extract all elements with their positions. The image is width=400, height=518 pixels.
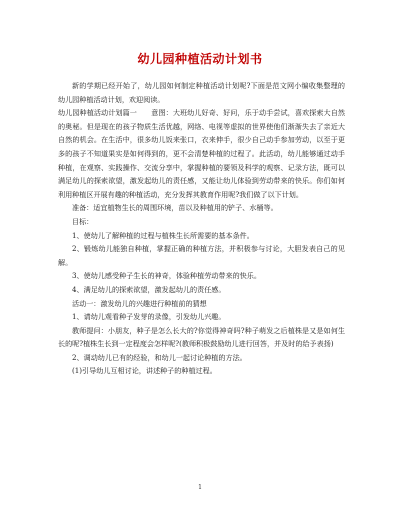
paragraph-goals-heading: 目标： (72, 216, 94, 226)
paragraph-step-2: 2、调动幼儿已有的经验，和幼儿一起讨论种植的方法。 (72, 352, 247, 362)
paragraph-goal-4: 4、满足幼儿的探索欲望，激发起幼儿的责任感。 (72, 284, 226, 294)
paragraph-goal-2: 2、锻炼幼儿能独自种植，掌握正确的种植方法，并积极参与讨论，大胆发表自己的见解。 (58, 244, 345, 267)
paragraph-plan-one: 幼儿园种植活动计划篇一 意图：大班幼儿好奇、好问，乐于动手尝试，喜欢探索大自然的奥秘。但是现在的孩子物质生活优越，网络、电视等虚拟的世界使他们渐渐失去了亲近大自然的机会。在生活中，很多幼儿饭来张口，衣来伸手，很少自己动手参加劳动，以至于更多的孩子不知道果实是如何得到的，更不会清楚种植的过程了。此活动，幼儿能够通过动手种植，在观察、实践操作、交流分享中，掌握种植的要领及科学的观察、记录方法，既可以满足幼儿的探索欲望，激发起幼儿的责任感，又能让幼儿体验到劳动带来的快乐。你们如何利用种植区开展有趣的种植活动，充分发挥其教育作用呢?我们做了以下计划。 (58, 108, 345, 199)
paragraph-step-2-1: (1)引导幼儿互相讨论，讲述种子的种植过程。 (72, 366, 217, 376)
paragraph-step-1: 1、请幼儿观看种子发芽的录像，引发幼儿兴趣。 (72, 312, 226, 322)
paragraph-goal-3: 3、使幼儿感受种子生长的神奇，体验种植劳动带来的快乐。 (72, 271, 261, 281)
document-body (58, 79, 345, 378)
paragraph-goal-1: 1、使幼儿了解种植的过程与植株生长所需要的基本条件。 (72, 230, 254, 240)
paragraph-activity-one: 活动一：激发幼儿的兴趣进行种植前的猜想 (72, 298, 207, 308)
paragraph-teacher-question: 教师提问：小朋友，种子是怎么长大的?你觉得神奇吗?种子萌发之后植株是又是如何生长的呢?植株生长到一定程度会怎样呢?(教师积极鼓励幼儿进行回答，并及时的给予表扬) (58, 325, 345, 349)
document-title: 幼儿园种植活动计划书 (137, 52, 263, 66)
paragraph-preparation: 准备：适宜植物生长的周围环境，苗以及种植用的铲子、水桶等。 (72, 203, 278, 213)
paragraph-intro: 新的学期已经开始了，幼儿园如何制定种植活动计划呢?下面是范文网小编收集整理的幼儿园种植活动计划，欢迎阅读。 (58, 81, 345, 104)
page-number: 1 (198, 484, 202, 491)
